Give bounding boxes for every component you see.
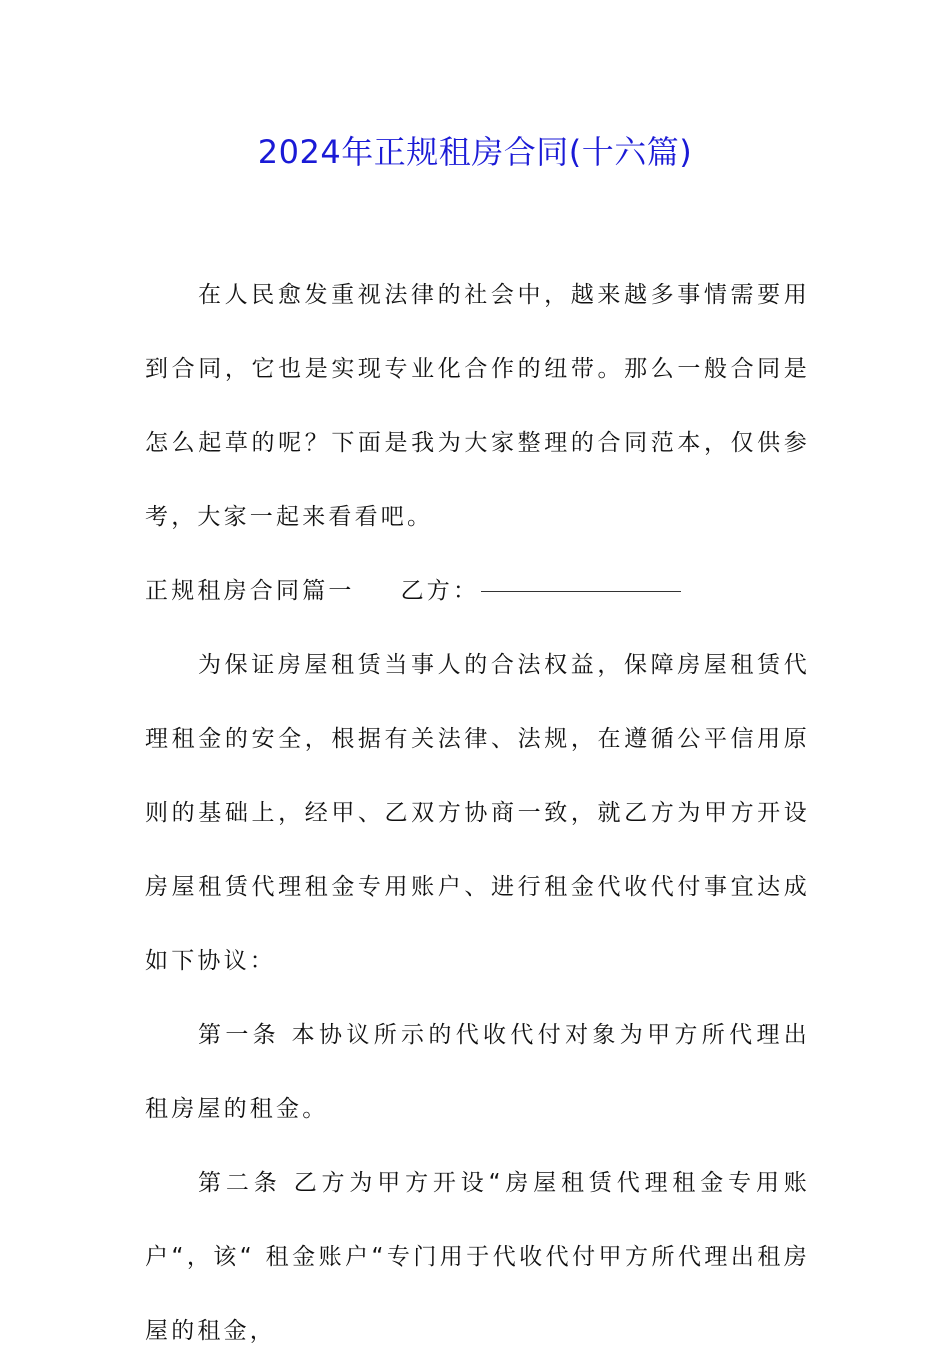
document-title: 2024年正规租房合同(十六篇) <box>257 133 693 171</box>
document-body <box>145 258 810 1368</box>
article-2-paragraph: 第二条 乙方为甲方开设“房屋租赁代理租金专用账户“，该“ 租金账户“专门用于代收代付甲方所代理出租房屋的租金， <box>145 1170 810 1344</box>
section-heading-line <box>145 554 810 628</box>
article-1-paragraph: 第一条 本协议所示的代收代付对象为甲方所代理出租房屋的租金。 <box>145 1022 810 1122</box>
section-title: 正规租房合同篇一 <box>145 578 355 604</box>
purpose-paragraph: 为保证房屋租赁当事人的合法权益，保障房屋租赁代理租金的安全，根据有关法律、法规，在遵循公平信用原则的基础上，经甲、乙双方协商一致，就乙方为甲方开设房屋租赁代理租金专用账户、进行租金代收代付事宜达成如下协议： <box>145 652 810 974</box>
party-b-blank-line <box>481 569 681 592</box>
intro-paragraph: 在人民愈发重视法律的社会中，越来越多事情需要用到合同，它也是实现专业化合作的纽带。那么一般合同是怎么起草的呢？下面是我为大家整理的合同范本，仅供参考，大家一起来看看吧。 <box>145 282 810 530</box>
party-b-label: 乙方： <box>400 578 480 604</box>
